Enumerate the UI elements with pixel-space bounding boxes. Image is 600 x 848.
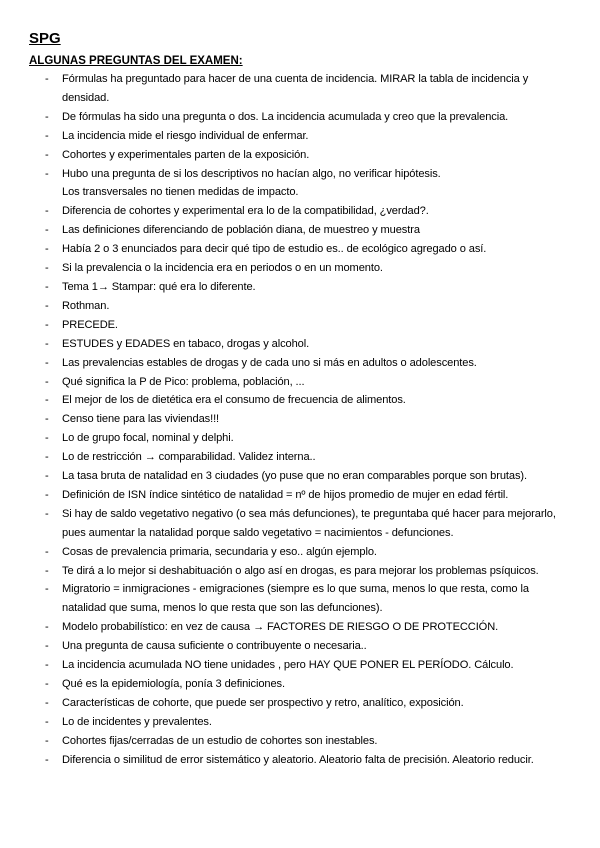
list-item bbox=[29, 146, 552, 165]
list-item-text: Qué es la epidemiología, ponía 3 definiciones. bbox=[62, 678, 285, 690]
list-item-text: Diferencia de cohortes y experimental era lo de la compatibilidad, ¿verdad?. bbox=[62, 205, 429, 218]
question-list bbox=[29, 70, 556, 770]
document-title: SPG bbox=[29, 30, 61, 47]
list-item-text: De fórmulas ha sido una pregunta o dos. La incidencia acumulada y creo que la prevalencia. bbox=[62, 110, 509, 123]
bullet-dash: - bbox=[45, 205, 49, 218]
list-item bbox=[29, 656, 552, 675]
list-item bbox=[29, 675, 552, 694]
list-item-text: Migratorio = inmigraciones - emigraciones (siempre es lo que suma, menos lo que resta, como la bbox=[62, 583, 529, 596]
list-item bbox=[29, 354, 552, 373]
bullet-dash: - bbox=[45, 167, 49, 180]
list-item-text: Si hay de saldo vegetativo negativo (o sea más defunciones), te preguntaba qué hacer para mejorarlo, bbox=[62, 507, 556, 520]
list-item bbox=[29, 391, 552, 410]
list-item-text: La tasa bruta de natalidad en 3 ciudades (yo puse que no eran comparables porque son brutas). bbox=[62, 470, 527, 483]
list-item-text: Cohortes fijas/cerradas de un estudio de cohortes son inestables. bbox=[62, 734, 378, 747]
list-item-text: Lo de incidentes y prevalentes. bbox=[62, 715, 212, 728]
list-item bbox=[29, 297, 552, 316]
bullet-dash: - bbox=[45, 280, 49, 293]
list-item bbox=[29, 751, 552, 770]
list-item bbox=[29, 202, 552, 221]
bullet-dash: - bbox=[45, 715, 49, 728]
bullet-dash: - bbox=[45, 753, 49, 766]
bullet-dash: - bbox=[45, 375, 49, 388]
list-item bbox=[29, 410, 552, 429]
list-item-text: pues aumentar la natalidad porque saldo vegetativo = nacimientos - defunciones. bbox=[62, 526, 454, 539]
list-item bbox=[29, 373, 552, 392]
bullet-dash: - bbox=[45, 337, 49, 350]
list-item-text: ESTUDES y EDADES en tabaco, drogas y alcohol. bbox=[62, 337, 310, 350]
list-item-text: Una pregunta de causa suficiente o contribuyente o necesaria.. bbox=[62, 640, 367, 653]
list-item bbox=[29, 448, 552, 467]
list-item bbox=[29, 580, 552, 618]
list-item bbox=[29, 429, 552, 448]
list-item bbox=[29, 543, 552, 562]
list-item bbox=[29, 467, 552, 486]
list-item-text: PRECEDE. bbox=[62, 318, 118, 331]
bullet-dash: - bbox=[45, 129, 49, 142]
list-item-text: Había 2 o 3 enunciados para decir qué tipo de estudio es.. de ecológico agregado o así. bbox=[62, 243, 487, 256]
list-item-text: Cosas de prevalencia primaria, secundaria y eso.. algún ejemplo. bbox=[62, 545, 377, 558]
list-item bbox=[29, 562, 552, 581]
bullet-dash: - bbox=[45, 488, 49, 501]
list-item-text: densidad. bbox=[62, 91, 110, 104]
list-item bbox=[29, 618, 552, 637]
bullet-dash: - bbox=[45, 640, 49, 653]
list-item-text: Las prevalencias estables de drogas y de cada uno si más en adultos o adolescentes. bbox=[62, 356, 477, 369]
list-item bbox=[29, 221, 552, 240]
bullet-dash: - bbox=[45, 243, 49, 256]
list-item-text: La incidencia mide el riesgo individual de enfermar. bbox=[62, 129, 309, 142]
bullet-dash: - bbox=[45, 394, 49, 407]
bullet-dash: - bbox=[45, 110, 49, 123]
list-item bbox=[29, 108, 552, 127]
bullet-dash: - bbox=[45, 659, 49, 672]
bullet-dash: - bbox=[45, 621, 49, 634]
list-item bbox=[29, 694, 552, 713]
list-item-text: Si la prevalencia o la incidencia era en periodos o en un momento. bbox=[62, 262, 383, 275]
section-heading: ALGUNAS PREGUNTAS DEL EXAMEN: bbox=[29, 55, 243, 67]
list-item-text: Censo tiene para las viviendas!!! bbox=[62, 413, 220, 426]
bullet-dash: - bbox=[45, 734, 49, 747]
bullet-dash: - bbox=[45, 678, 49, 690]
list-item-text: El mejor de los de dietética era el consumo de frecuencia de alimentos. bbox=[62, 394, 406, 407]
list-item bbox=[29, 278, 552, 297]
bullet-dash: - bbox=[45, 583, 49, 596]
list-item-text: Tema 1→ Stampar: qué era lo diferente. bbox=[62, 280, 256, 293]
bullet-dash: - bbox=[45, 299, 49, 312]
list-item bbox=[29, 637, 552, 656]
bullet-dash: - bbox=[45, 451, 49, 464]
list-item-text: Hubo una pregunta de si los descriptivos no hacían algo, no verificar hipótesis. bbox=[62, 167, 441, 180]
list-item bbox=[29, 732, 552, 751]
list-item-text: natalidad que suma, menos lo que resta que son las defunciones). bbox=[62, 602, 383, 615]
list-item bbox=[29, 486, 552, 505]
list-item-text: Lo de grupo focal, nominal y delphi. bbox=[62, 432, 234, 445]
list-item-text: Las definiciones diferenciando de población diana, de muestreo y muestra bbox=[62, 224, 420, 237]
bullet-dash: - bbox=[45, 432, 49, 445]
bullet-dash: - bbox=[45, 696, 49, 709]
list-item-text: Cohortes y experimentales parten de la exposición. bbox=[62, 148, 310, 161]
bullet-dash: - bbox=[45, 73, 49, 85]
bullet-dash: - bbox=[45, 545, 49, 558]
bullet-dash: - bbox=[45, 413, 49, 426]
list-item-text: Diferencia o similitud de error sistemático y aleatorio. Aleatorio falta de precisión. Aleatorio reducir. bbox=[62, 753, 534, 766]
list-item bbox=[29, 713, 552, 732]
list-item-text: Lo de restricción → comparabilidad. Validez interna.. bbox=[62, 451, 316, 464]
list-item-text: La incidencia acumulada NO tiene unidades , pero HAY QUE PONER EL PERÍODO. Cálculo. bbox=[62, 659, 514, 672]
list-item-text: Qué significa la P de Pico: problema, población, ... bbox=[62, 375, 305, 388]
bullet-dash: - bbox=[45, 148, 49, 161]
bullet-dash: - bbox=[45, 564, 49, 577]
list-item-text: Los transversales no tienen medidas de impacto. bbox=[62, 186, 299, 199]
bullet-dash: - bbox=[45, 470, 49, 483]
list-item-text: Modelo probabilístico: en vez de causa → FACTORES DE RIESGO O DE PROTECCIÓN. bbox=[62, 621, 499, 634]
list-item bbox=[29, 70, 552, 108]
bullet-dash: - bbox=[45, 356, 49, 369]
list-item bbox=[29, 240, 552, 259]
bullet-dash: - bbox=[45, 318, 49, 331]
list-item-text: Características de cohorte, que puede ser prospectivo y retro, analítico, exposición. bbox=[62, 696, 464, 709]
list-item bbox=[29, 316, 552, 335]
list-item-text: Definición de ISN índice sintético de natalidad = nº de hijos promedio de mujer en edad fértil. bbox=[62, 488, 509, 501]
list-item bbox=[29, 127, 552, 146]
bullet-dash: - bbox=[45, 507, 49, 520]
list-item bbox=[29, 335, 552, 354]
bullet-dash: - bbox=[45, 262, 49, 275]
bullet-dash: - bbox=[45, 224, 49, 237]
list-item-text: Rothman. bbox=[62, 299, 110, 312]
list-item bbox=[29, 259, 552, 278]
list-item bbox=[29, 505, 556, 543]
list-item-text: Fórmulas ha preguntado para hacer de una cuenta de incidencia. MIRAR la tabla de incidencia y bbox=[62, 73, 529, 85]
list-item bbox=[29, 165, 552, 203]
list-item-text: Te dirá a lo mejor si deshabituación o algo así en drogas, es para mejorar los problemas psíquicos. bbox=[62, 564, 539, 577]
